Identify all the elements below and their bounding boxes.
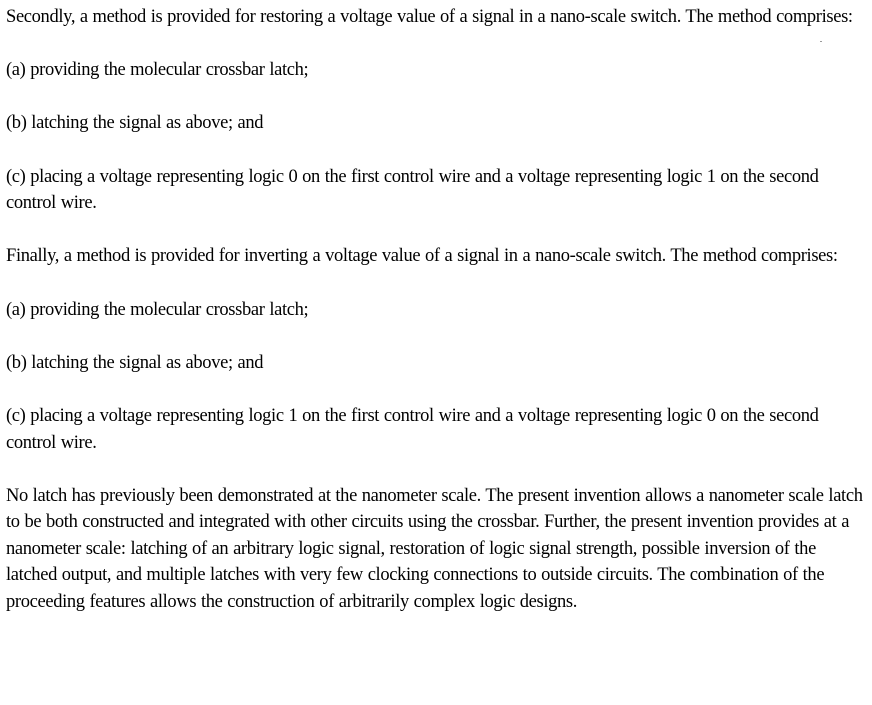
paragraph-inverting-intro: Finally, a method is provided for inverting a voltage value of a signal in a nano-scale switch. The method comprises: <box>6 246 838 267</box>
paragraph-inverting-step-b: (b) latching the signal as above; and <box>6 352 264 373</box>
paragraph-inverting-step-a: (a) providing the molecular crossbar latch; <box>6 299 309 320</box>
paragraph-restoring-step-b: (b) latching the signal as above; and <box>6 113 264 134</box>
paragraph-restoring-intro: Secondly, a method is provided for restoring a voltage value of a signal in a nano-scale switch. The method comprises: <box>6 7 853 27</box>
paragraph-inverting-step-c: (c) placing a voltage representing logic 1 on the first control wire and a voltage representing logic 0 on the second control wire. <box>6 405 819 453</box>
document-body <box>6 4 868 616</box>
paragraph-restoring-step-a: (a) providing the molecular crossbar latch; <box>6 60 309 81</box>
scan-speck <box>820 41 822 42</box>
paragraph-summary: No latch has previously been demonstrated at the nanometer scale. The present invention allows a nanometer scale latch to be both constructed and integrated with other circuits using the crossbar. Further, the present invention provides at a nanometer scale: latching of an arbitrary logic signal, restoration of logic signal strength, possible inversion of the latched output, and multiple latches with very few clocking connections to outside circuits. The combination of the proceeding features allows the construction of arbitrarily complex logic designs. <box>6 485 863 613</box>
paragraph-restoring-step-c: (c) placing a voltage representing logic 0 on the first control wire and a voltage representing logic 1 on the second control wire. <box>6 166 819 214</box>
